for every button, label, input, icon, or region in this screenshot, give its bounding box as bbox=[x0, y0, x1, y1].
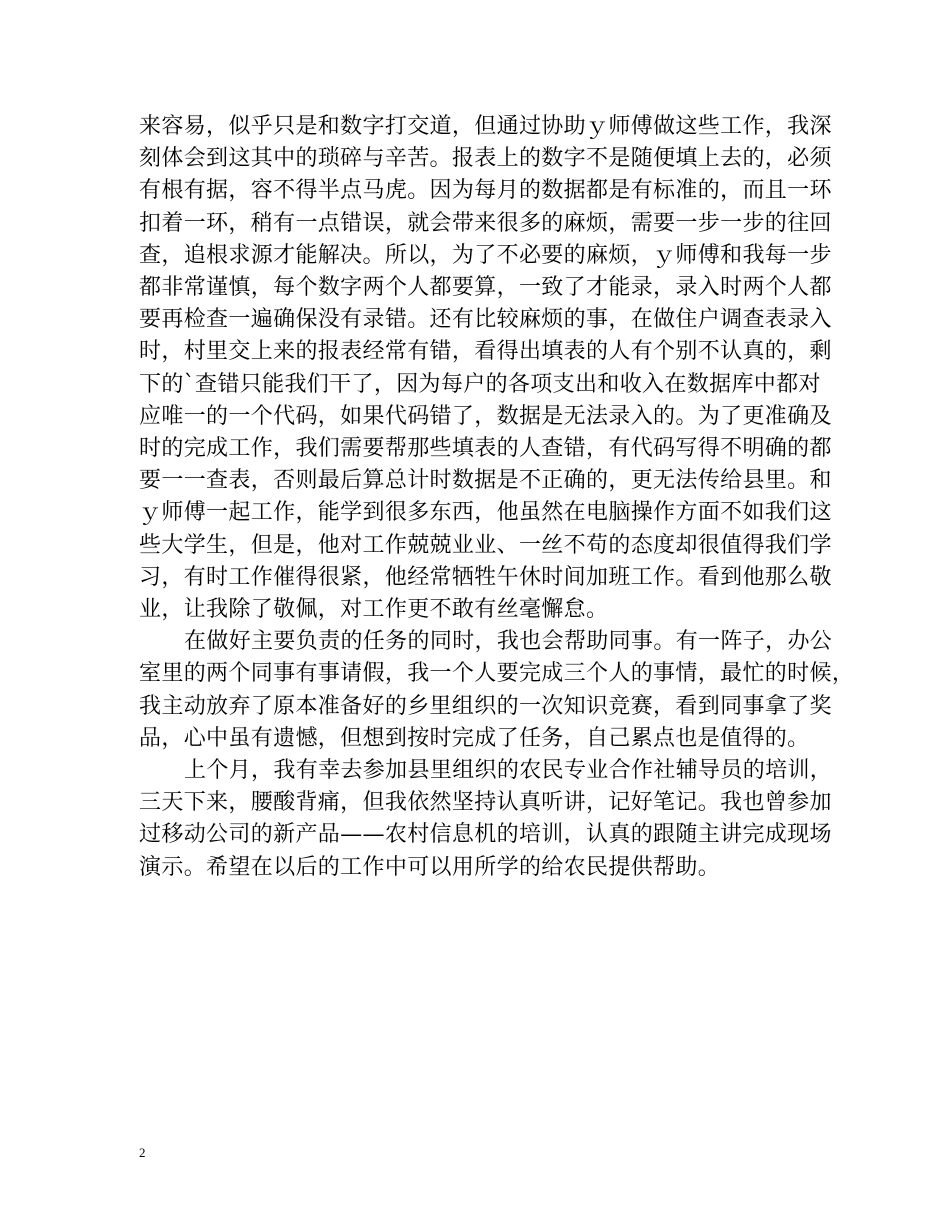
page-number: 2 bbox=[139, 1145, 146, 1160]
text-line: 扣着一环，稍有一点错误，就会带来很多的麻烦，需要一步一步的往回 bbox=[139, 210, 832, 236]
text-line: 过移动公司的新产品——农村信息机的培训，认真的跟随主讲完成现场 bbox=[139, 822, 832, 848]
text-line: 来容易，似乎只是和数字打交道，但通过协助ｙ师傅做这些工作，我深 bbox=[139, 114, 832, 139]
text-line: 在做好主要负责的任务的同时，我也会帮助同事。有一阵子，办公 bbox=[184, 629, 833, 655]
text-line: 我主动放弃了原本准备好的乡里组织的一次知识竞赛，看到同事拿了奖 bbox=[139, 693, 832, 719]
text-line: 要再检查一遍确保没有录错。还有比较麻烦的事，在做住户调查表录入 bbox=[139, 307, 832, 333]
text-line: 下的`查错只能我们干了，因为每户的各项支出和收入在数据库中都对 bbox=[139, 371, 821, 397]
text-line: 查，追根求源才能解决。所以，为了不必要的麻烦，ｙ师傅和我每一步 bbox=[139, 242, 832, 268]
text-line: 业，让我除了敬佩，对工作更不敢有丝毫懈怠。 bbox=[139, 597, 609, 623]
text-line: 时的完成工作，我们需要帮那些填表的人查错，有代码写得不明确的都 bbox=[139, 436, 832, 462]
text-line: 刻体会到这其中的琐碎与辛苦。报表上的数字不是随便填上去的，必须 bbox=[139, 146, 832, 172]
text-line: 都非常谨慎，每个数字两个人都要算，一致了才能录，录入时两个人都 bbox=[139, 275, 832, 301]
text-line: 要一一查表，否则最后算总计时数据是不正确的，更无法传给县里。和 bbox=[139, 468, 832, 494]
text-line: 时，村里交上来的报表经常有错，看得出填表的人有个别不认真的，剩 bbox=[139, 339, 832, 365]
text-line: 应唯一的一个代码，如果代码错了，数据是无法录入的。为了更准确及 bbox=[139, 403, 832, 429]
text-line: 演示。希望在以后的工作中可以用所学的给农民提供帮助。 bbox=[139, 854, 721, 880]
text-line: 品，心中虽有遗憾，但想到按时完成了任务，自己累点也是值得的。 bbox=[139, 725, 810, 751]
text-line: 室里的两个同事有事请假，我一个人要完成三个人的事情，最忙的时候， bbox=[139, 661, 855, 687]
text-line: 三天下来，腰酸背痛，但我依然坚持认真听讲，记好笔记。我也曾参加 bbox=[139, 790, 832, 816]
text-line: ｙ师傅一起工作，能学到很多东西，他虽然在电脑操作方面不如我们这 bbox=[139, 500, 832, 526]
text-line: 些大学生，但是，他对工作兢兢业业、一丝不苟的态度却很值得我们学 bbox=[139, 532, 832, 558]
text-line: 习，有时工作催得很紧，他经常牺牲午休时间加班工作。看到他那么敬 bbox=[139, 564, 832, 590]
body-text bbox=[139, 111, 855, 884]
text-line: 上个月，我有幸去参加县里组织的农民专业合作社辅导员的培训， bbox=[184, 758, 833, 784]
text-line: 有根有据，容不得半点马虎。因为每月的数据都是有标准的，而且一环 bbox=[139, 178, 832, 204]
